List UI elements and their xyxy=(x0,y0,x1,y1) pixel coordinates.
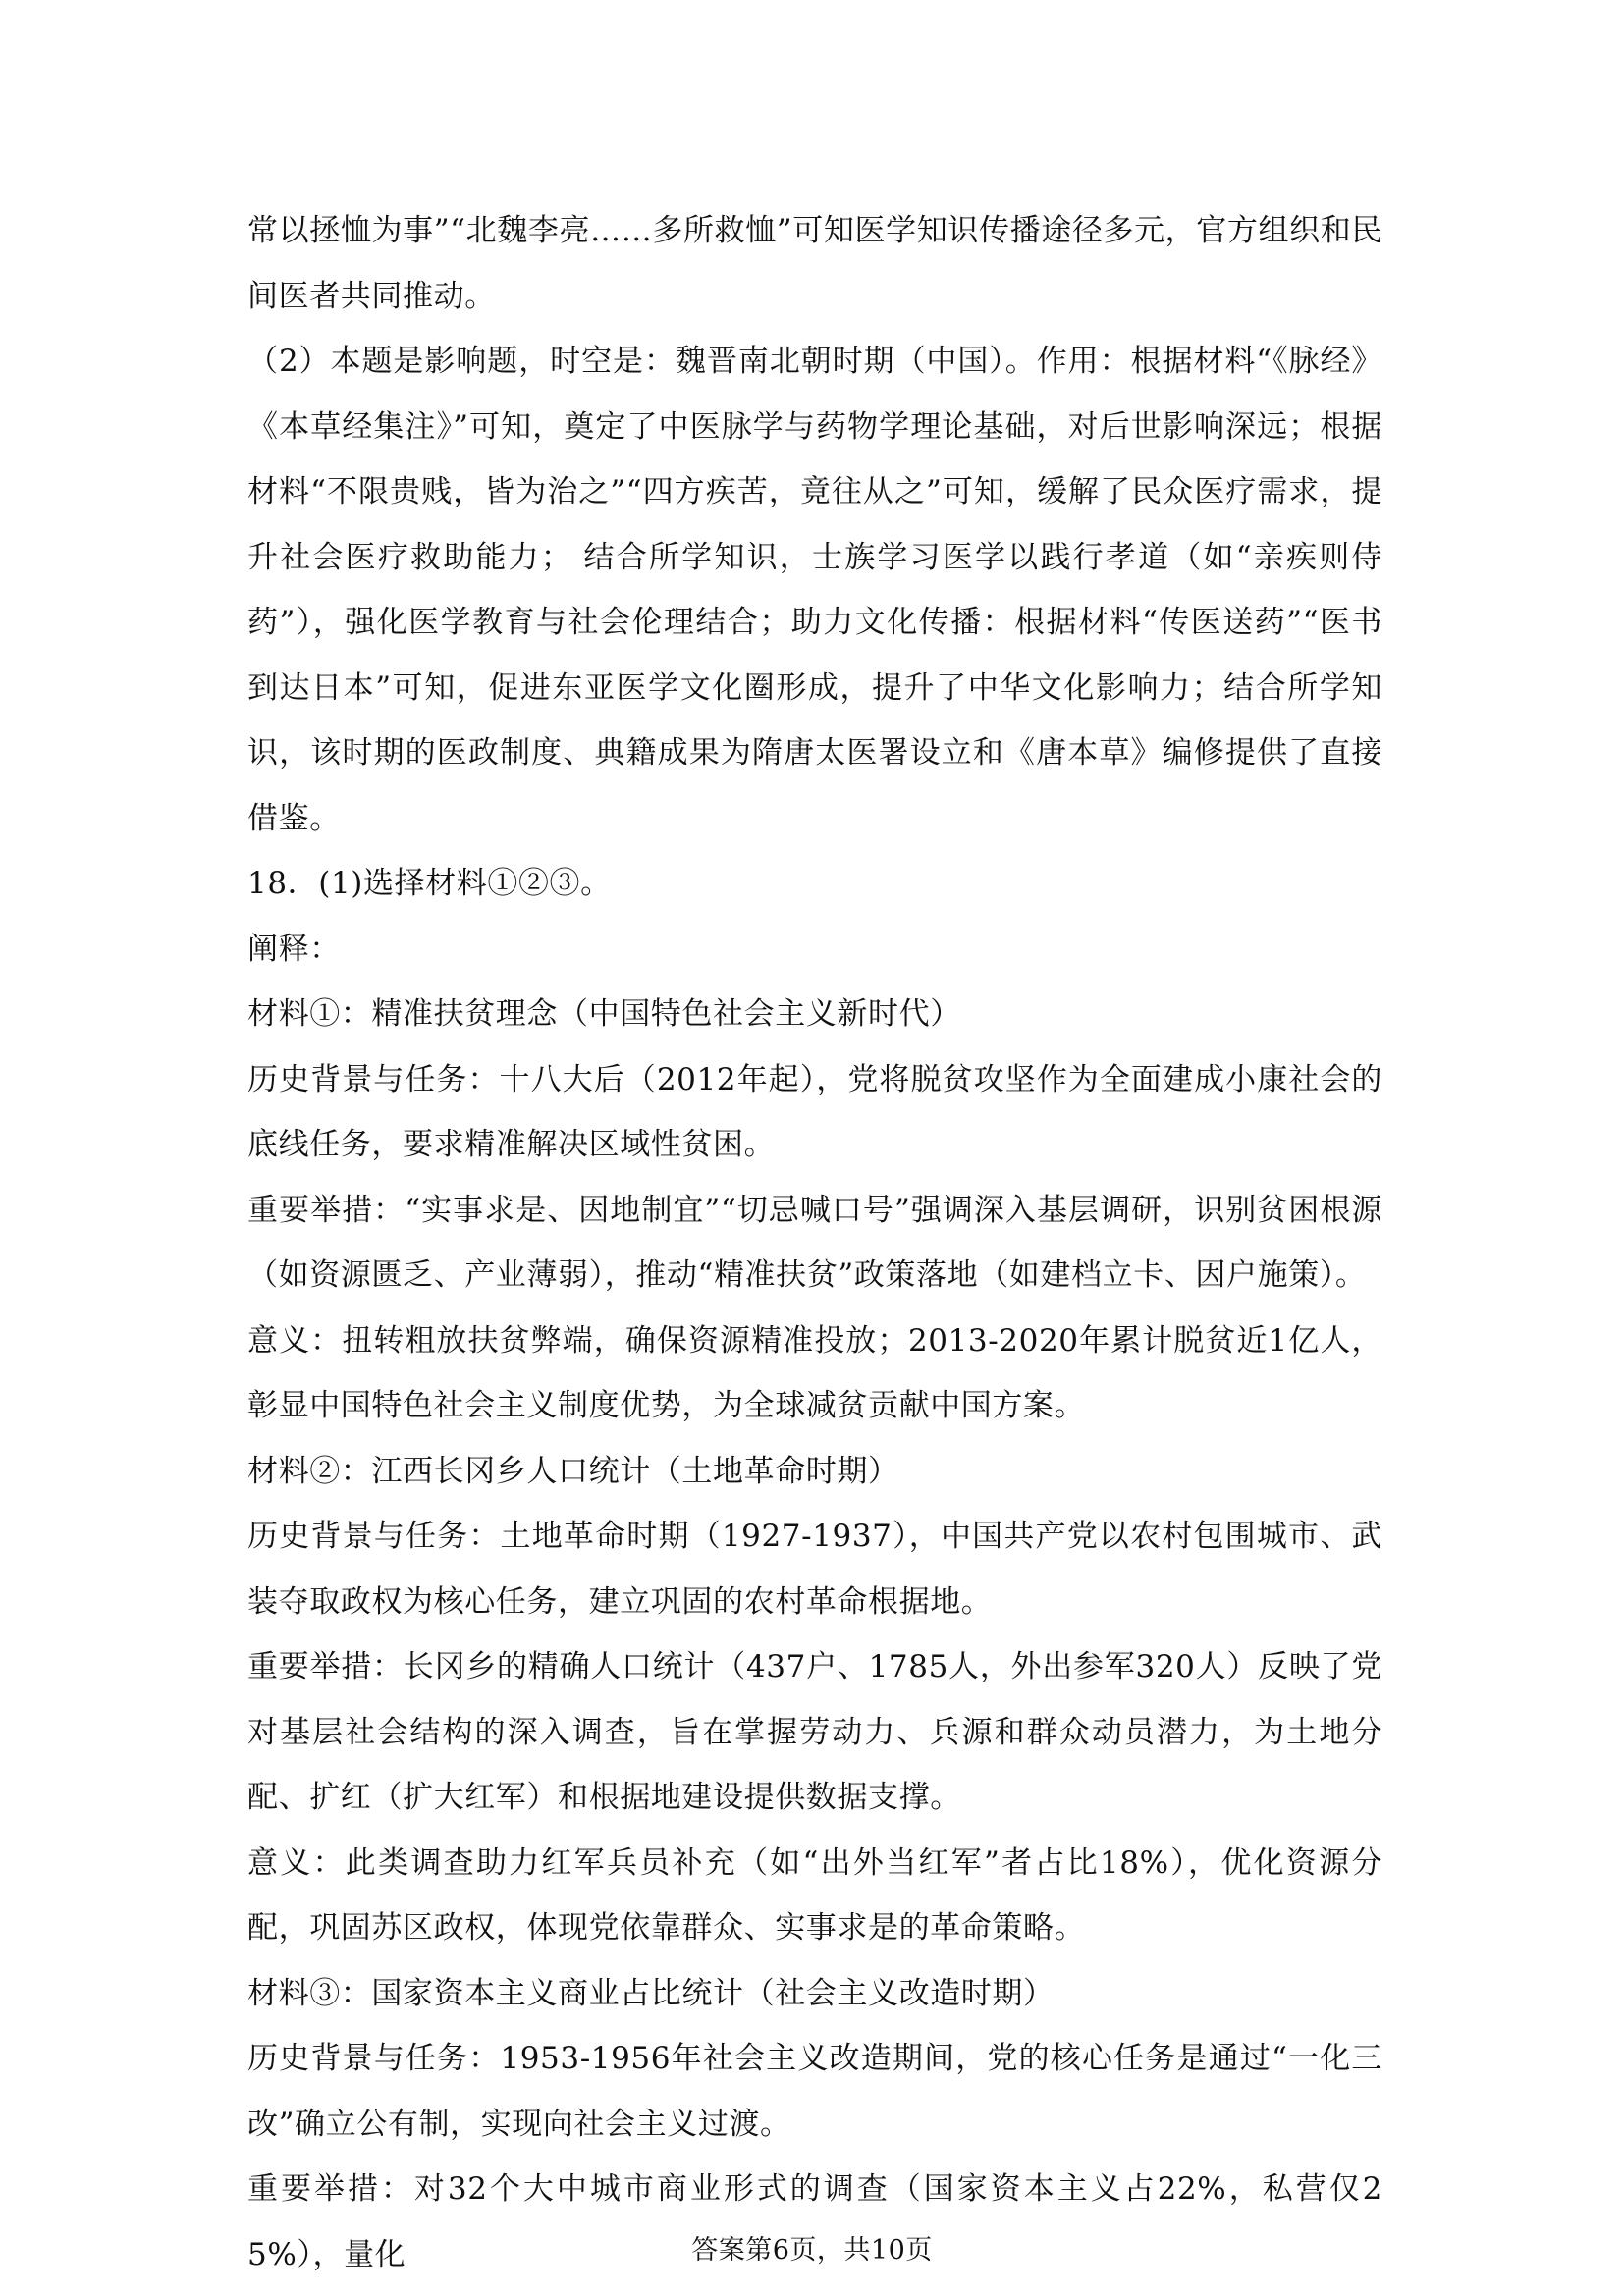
page-footer: 答案第6页，共10页 xyxy=(691,2235,933,2266)
paragraph-material-3-background: 历史背景与任务：1953-1956年社会主义改造期间，党的核心任务是通过“一化三改”确立公有制，实现向社会主义过渡。 xyxy=(247,2041,1382,2142)
paragraph-material-2-title: 材料②：江西长冈乡人口统计（土地革命时期） xyxy=(247,1453,899,1489)
paragraph-question-18-1: 18．(1)选择材料①②③。 xyxy=(247,866,612,901)
paragraph-material-1-significance: 意义：扭转粗放扶贫弊端，确保资源精准投放；2013-2020年累计脱贫近1亿人，彰显中国特色社会主义制度优势，为全球减贫贡献中国方案。 xyxy=(247,1322,1382,1423)
paragraph-material-1-title: 材料①：精准扶贫理念（中国特色社会主义新时代） xyxy=(247,996,961,1032)
paragraph-material-2-background: 历史背景与任务：土地革命时期（1927-1937），中国共产党以农村包围城市、武装夺取政权为核心任务，建立巩固的农村革命根据地。 xyxy=(247,1519,1382,1620)
paragraph-material-3-title: 材料③：国家资本主义商业占比统计（社会主义改造时期） xyxy=(247,1975,1055,2011)
paragraph-explanation-heading: 阐释： xyxy=(247,931,341,967)
paragraph-material-1-measures: 重要举措：“实事求是、因地制宜”“切忌喊口号”强调深入基层调研，识别贫困根源（如资源匮乏、产业薄弱），推动“精准扶贫”政策落地（如建档立卡、因户施策）。 xyxy=(247,1192,1382,1293)
paragraph-1-continuation: 常以拯恤为事”“北魏李亮……多所救恤”可知医学知识传播途径多元，官方组织和民间医者共同推动。 xyxy=(247,213,1382,314)
paragraph-question-17-2: （2）本题是影响题，时空是：魏晋南北朝时期（中国）。作用：根据材料“《脉经》《本草经集注》”可知，奠定了中医脉学与药物学理论基础，对后世影响深远；根据材料“不限贵贱，皆为治之”“四方疾苦，竟往从之”可知，缓解了民众医疗需求，提升社会医疗救助能力； 结合所学知识，士族学习医学以践行孝道（如“亲疾则侍药”），强化医学教育与社会伦理结合；助力文化传播：根据材料“传医送药”“医书到达日本”可知，促进东亚医学文化圈形成，提升了中华文化影响力；结合所学知识，该时期的医政制度、典籍成果为隋唐太医署设立和《唐本草》编修提供了直接借鉴。 xyxy=(247,344,1382,836)
paragraph-material-2-significance: 意义：此类调查助力红军兵员补充（如“出外当红军”者占比18%），优化资源分配，巩固苏区政权，体现党依靠群众、实事求是的革命策略。 xyxy=(247,1844,1382,1946)
answer-content xyxy=(247,198,1382,2287)
paragraph-material-2-measures: 重要举措：长冈乡的精确人口统计（437户、1785人，外出参军320人）反映了党对基层社会结构的深入调查，旨在掌握劳动力、兵源和群众动员潜力，为土地分配、扩红（扩大红军）和根据地建设提供数据支撑。 xyxy=(247,1649,1382,1815)
paragraph-material-3-measures: 重要举措：对32个大中城市商业形式的调查（国家资本主义占22%，私营仅25%），量化 xyxy=(247,2171,1382,2272)
paragraph-material-1-background: 历史背景与任务：十八大后（2012年起），党将脱贫攻坚作为全面建成小康社会的底线任务，要求精准解决区域性贫困。 xyxy=(247,1061,1382,1162)
